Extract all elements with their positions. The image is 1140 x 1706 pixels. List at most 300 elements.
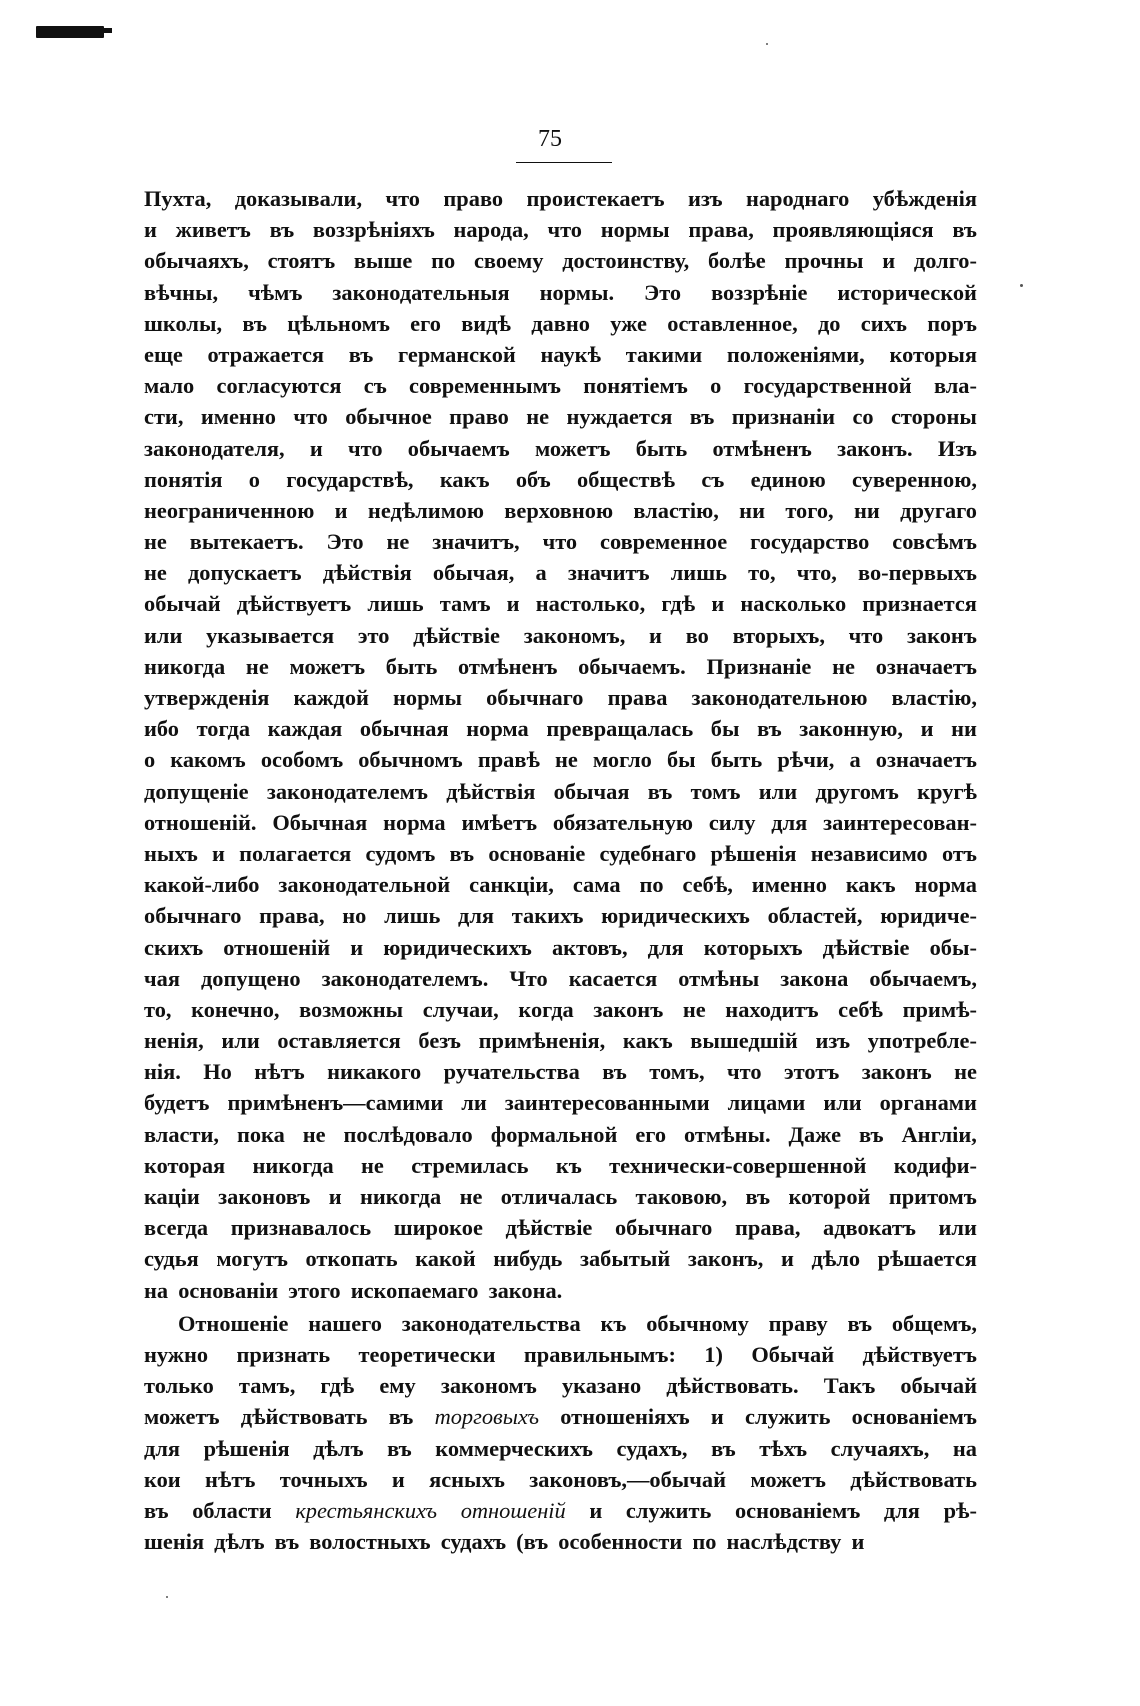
word: обычаяхъ, [144, 248, 249, 274]
word: норма [914, 872, 977, 898]
word: нибудь [493, 1246, 563, 1272]
word: судахъ [440, 1529, 507, 1555]
word: къ [555, 1152, 582, 1178]
word: означаетъ [875, 653, 977, 679]
word: современное [600, 529, 728, 555]
scan-speck [766, 43, 768, 45]
word: отмѣны. [684, 1121, 771, 1147]
word: отмѣны [678, 965, 760, 991]
word: не [459, 1184, 483, 1209]
word: рѣчи, [777, 747, 835, 773]
word: въ [847, 1310, 873, 1336]
word: гдѣ [320, 1373, 355, 1399]
word: лицами [727, 1090, 806, 1116]
word: по [692, 1529, 717, 1555]
word: лишь [670, 560, 727, 586]
word: вытекаетъ. [189, 529, 304, 555]
word: сихъ [860, 310, 907, 336]
word: нѣтъ [254, 1059, 305, 1085]
word: понятія [144, 466, 223, 492]
word: права, [688, 217, 754, 243]
word: стороны [890, 404, 977, 430]
word: 1) [704, 1341, 723, 1367]
word: законъ [593, 996, 664, 1022]
word: закономъ [440, 1373, 537, 1399]
word: и [334, 497, 348, 523]
word: указано [561, 1373, 642, 1399]
word: никогда [144, 653, 226, 679]
word: вла- [933, 373, 977, 399]
word: которая [144, 1152, 226, 1178]
word: а [849, 747, 861, 773]
word: формальной [490, 1121, 618, 1147]
word: вторыхъ, [732, 622, 825, 648]
text-line [144, 1150, 977, 1181]
word: что [848, 622, 884, 648]
word: такими [625, 341, 703, 367]
word: что [347, 435, 383, 461]
text-line [144, 1275, 977, 1306]
word: дѣйствовать [850, 1466, 977, 1492]
text-line [144, 1308, 977, 1339]
word: отражается [207, 341, 325, 367]
word: Признаніе [706, 653, 812, 679]
word: основаніи [178, 1277, 279, 1303]
word: юридиче- [880, 903, 977, 929]
word: дѣйствіе [413, 622, 500, 648]
word: не [386, 529, 410, 555]
word: во [685, 622, 709, 648]
word: Отношеніе [178, 1310, 289, 1336]
scan-edge-mark [36, 26, 104, 38]
word: понятіемъ [583, 373, 688, 399]
word: томъ, [649, 1059, 705, 1085]
word: въ [757, 716, 782, 742]
word: притомъ [888, 1184, 977, 1209]
word: шенія [144, 1529, 205, 1555]
word: ни [951, 716, 977, 742]
text-line [144, 214, 977, 245]
word: законодательной [278, 872, 451, 898]
word: быть [710, 747, 763, 773]
word: ручательства [443, 1059, 580, 1085]
text-line [144, 1056, 977, 1087]
text-line [144, 245, 977, 276]
word: отношеній. [144, 809, 257, 835]
word: государственной [743, 373, 912, 399]
word: особенности [558, 1529, 683, 1555]
word: на [952, 1435, 977, 1461]
word: признать [236, 1341, 331, 1367]
word: закона [780, 965, 849, 991]
word: наукѣ [540, 341, 602, 367]
word: только [144, 1373, 214, 1399]
word: технически-совершенной [609, 1152, 867, 1178]
word: актовъ, [551, 934, 628, 960]
word: и [391, 1466, 405, 1492]
word: ныхъ [144, 840, 198, 866]
word: болѣе [707, 248, 766, 274]
word: въ [242, 310, 267, 336]
word: какъ [845, 872, 896, 898]
word: законодателемъ. [321, 965, 489, 991]
word: долго- [913, 248, 977, 274]
word: какой-либо [144, 872, 260, 898]
word: кои [144, 1466, 181, 1492]
word: каждой [293, 685, 369, 710]
word: и [711, 591, 725, 617]
word: власти, [144, 1121, 219, 1147]
word: Что [509, 965, 548, 991]
word: примѣненія, [478, 1028, 606, 1054]
word: и [851, 1529, 865, 1555]
word: случаи, [422, 996, 499, 1022]
word: законную, [799, 716, 903, 742]
word: живетъ [175, 217, 251, 243]
word: проистекаетъ [526, 186, 665, 211]
word: не [954, 1059, 977, 1085]
word: а [535, 560, 547, 586]
paragraph [144, 183, 977, 1306]
page-text [144, 183, 977, 1557]
word: не [144, 529, 167, 555]
word: бы [710, 716, 740, 742]
word: чая [144, 965, 180, 991]
word: тогда [196, 716, 251, 742]
word: Англіи, [901, 1121, 977, 1147]
word: забытый [579, 1246, 671, 1272]
word: обычая [553, 778, 630, 804]
word: со [852, 404, 874, 430]
text-line [144, 1495, 977, 1526]
word: государство [750, 529, 870, 555]
word: коммерческихъ [435, 1435, 593, 1461]
word: и [211, 840, 225, 866]
word: въ [269, 217, 295, 243]
text-line [144, 1025, 977, 1056]
text-line [144, 588, 977, 619]
word: отмѣненъ [712, 435, 812, 461]
word: когда [518, 996, 574, 1022]
word: кодифи- [893, 1152, 977, 1178]
text-line [144, 838, 977, 869]
word: законовъ [218, 1184, 311, 1209]
word: другомъ [815, 778, 899, 804]
text-line [144, 932, 977, 963]
word: нѣтъ [205, 1466, 256, 1492]
word: сама [572, 872, 621, 898]
word: имѣетъ [461, 809, 538, 835]
text-line [144, 651, 977, 682]
word: отношеніяхъ [560, 1404, 690, 1430]
text-line [144, 1370, 977, 1401]
word: прочны [784, 248, 864, 274]
word: въ [449, 840, 475, 866]
word: на [144, 1277, 169, 1303]
word: отличалась [500, 1184, 618, 1209]
word: законодательною [691, 685, 868, 710]
word: Обычай [751, 1341, 835, 1367]
word: теоретически [358, 1341, 496, 1367]
word: или [938, 1215, 977, 1241]
word: право [443, 186, 504, 211]
word: не [526, 404, 550, 430]
word: законодателемъ [266, 778, 428, 804]
text-line [144, 433, 977, 464]
word: обычнаго [614, 1215, 713, 1241]
word: тамъ, [238, 1373, 296, 1399]
word: школы, [144, 310, 223, 336]
word: правѣ [477, 747, 540, 773]
word: юридическихъ [383, 934, 532, 960]
word: законодательства [401, 1310, 581, 1336]
word: значитъ [567, 560, 650, 586]
word: такихъ [511, 903, 584, 929]
text-line [144, 495, 977, 526]
word: о [710, 373, 722, 399]
text-line [144, 994, 977, 1025]
text-line [144, 1087, 977, 1118]
word: въ [745, 1184, 771, 1209]
word: конечно, [191, 996, 280, 1022]
word: но [342, 903, 367, 929]
word: и [328, 1184, 342, 1209]
text-line [144, 963, 977, 994]
text-line [144, 526, 977, 557]
word: оставляется [277, 1028, 401, 1054]
word: не [832, 653, 855, 679]
word: служить [625, 1497, 712, 1523]
word: въ [647, 778, 673, 804]
word: примѣ- [902, 996, 977, 1022]
word: законъ [906, 622, 977, 648]
word: выше [353, 248, 413, 274]
word: отношеній [460, 1497, 566, 1523]
word: широкое [393, 1215, 483, 1241]
word: Это [644, 279, 682, 305]
word: что [542, 529, 578, 555]
word: не [682, 996, 706, 1022]
word: волостныхъ [309, 1529, 431, 1555]
word: утвержденія [144, 685, 270, 710]
word: допущеніе [144, 778, 249, 804]
word: и [710, 1404, 724, 1430]
word: ибо [144, 716, 179, 742]
word: правильнымъ: [523, 1341, 676, 1367]
text-line [144, 713, 977, 744]
word: лишь [384, 903, 441, 929]
text-line [144, 1433, 977, 1464]
word: видѣ [461, 310, 511, 336]
word: нормы [393, 685, 462, 710]
word: вѣчны, [144, 279, 219, 305]
text-line [144, 464, 977, 495]
scan-speck [166, 1596, 168, 1598]
word: примѣненъ—самими [227, 1090, 444, 1116]
word: области [192, 1497, 272, 1523]
word: права [607, 685, 668, 710]
word: обычному [646, 1310, 749, 1336]
word: для [883, 1497, 920, 1523]
word: себѣ [838, 996, 883, 1022]
word: или [221, 1028, 260, 1054]
word: Пухта, [144, 186, 212, 211]
word: это [357, 622, 390, 648]
word: точныхъ [279, 1466, 368, 1492]
word: можетъ [289, 653, 366, 679]
word: верховною [504, 497, 614, 523]
word: и [309, 435, 323, 461]
word: убѣжденія [872, 186, 977, 211]
word: случаяхъ, [830, 1435, 930, 1461]
word: особомъ [260, 747, 344, 773]
word: дѣлъ [313, 1435, 364, 1461]
paragraph [144, 1308, 977, 1558]
text-line [144, 401, 977, 432]
word: что [727, 1059, 762, 1085]
word: указывается [206, 622, 335, 648]
word: въ [388, 1404, 414, 1430]
word: именно [200, 404, 276, 430]
word: права, [734, 1215, 801, 1241]
word: германской [398, 341, 516, 367]
word: единою [750, 466, 826, 492]
word: служить [745, 1404, 831, 1430]
word: ему [379, 1373, 416, 1399]
word: основаніемъ [734, 1497, 861, 1523]
word: Даже [788, 1121, 842, 1147]
word: Это [326, 529, 364, 555]
word: себѣ, [682, 872, 733, 898]
word: для [144, 1435, 181, 1461]
word: въ [348, 341, 374, 367]
word: употребле- [867, 1028, 977, 1054]
word: тамъ [439, 591, 491, 617]
word: то, [748, 560, 776, 586]
word: право [449, 404, 509, 430]
word: рѣшенія [203, 1435, 290, 1461]
word: можетъ [534, 435, 611, 461]
word: возможны [299, 996, 404, 1022]
word: обществѣ [577, 466, 676, 492]
word: не [245, 653, 269, 679]
word: кругѣ [917, 778, 977, 804]
word: или [823, 1090, 862, 1116]
word: какой [415, 1246, 476, 1272]
word: могутъ [216, 1246, 288, 1272]
word: недѣлимою [367, 497, 484, 523]
text-line [144, 900, 977, 931]
word: права, [259, 903, 325, 929]
word: обычная [359, 716, 449, 742]
word: именно [751, 872, 827, 898]
word: что [547, 217, 582, 243]
word: народа, [453, 217, 529, 243]
word: не [302, 1121, 326, 1147]
word: признается [862, 591, 977, 617]
word: то, [144, 996, 172, 1022]
word: вышедшій [690, 1028, 798, 1054]
word: санкціи, [469, 872, 554, 898]
word: судья [144, 1246, 199, 1272]
word: никогда [252, 1152, 334, 1178]
word: въ [144, 1497, 169, 1523]
word: обычая, [432, 560, 515, 586]
word: Но [203, 1059, 232, 1085]
word: норма [383, 809, 446, 835]
word: стремилась [411, 1152, 529, 1178]
word: закона. [488, 1277, 563, 1303]
word: означаетъ [875, 747, 977, 773]
word: заинтересован- [823, 809, 977, 835]
word: полагается [239, 840, 352, 866]
text-line [144, 1212, 977, 1243]
word: быть [635, 435, 688, 461]
word: властію, [891, 685, 977, 710]
word: и [649, 622, 662, 648]
word: въ [952, 217, 977, 243]
text-line [144, 1526, 977, 1557]
word: и [589, 1497, 603, 1523]
word: обычнаго [144, 903, 242, 929]
word: можетъ [750, 1466, 826, 1492]
word: ли [461, 1090, 487, 1116]
word: изъ [687, 186, 723, 211]
word: обычнаго [486, 685, 584, 710]
word: судебнаго [599, 840, 697, 866]
word: въ [689, 404, 715, 430]
word: основаніе [488, 840, 586, 866]
word: согласуются [216, 373, 342, 399]
word: того, [785, 497, 834, 523]
word: праву [768, 1310, 828, 1336]
word: суверенною, [851, 466, 977, 492]
text-line [144, 1464, 977, 1495]
word: совсѣмъ [892, 529, 977, 555]
word: рѣшенія [710, 840, 797, 866]
word: къ [600, 1310, 627, 1336]
word: областей, [767, 903, 863, 929]
word: судахъ, [616, 1435, 688, 1461]
word: чѣмъ [248, 279, 303, 305]
word: въ [858, 1121, 884, 1147]
word: какомъ [170, 747, 246, 773]
word: находитъ [725, 996, 819, 1022]
word: давно [531, 310, 590, 336]
text-line [144, 620, 977, 651]
word: послѣдовало [343, 1121, 473, 1147]
text-line [144, 370, 977, 401]
word: обы- [929, 934, 977, 960]
word: и [882, 248, 896, 274]
word: своему [473, 248, 544, 274]
word: въ [274, 1529, 300, 1555]
word: насколько [740, 591, 847, 617]
word: ясныхъ [429, 1466, 505, 1492]
word: силу [708, 809, 756, 835]
word: ископаемаго [350, 1277, 479, 1303]
word: отношеній [223, 934, 331, 960]
word: и [781, 1246, 794, 1272]
word: дѣло [811, 1246, 861, 1272]
word: или [758, 778, 798, 804]
word: дѣйствовать. [666, 1373, 799, 1399]
word: обычномъ [358, 747, 463, 773]
word: нормы. [539, 279, 615, 305]
word: закономъ, [523, 622, 626, 648]
word: независимо [810, 840, 928, 866]
word: съ [363, 373, 387, 399]
